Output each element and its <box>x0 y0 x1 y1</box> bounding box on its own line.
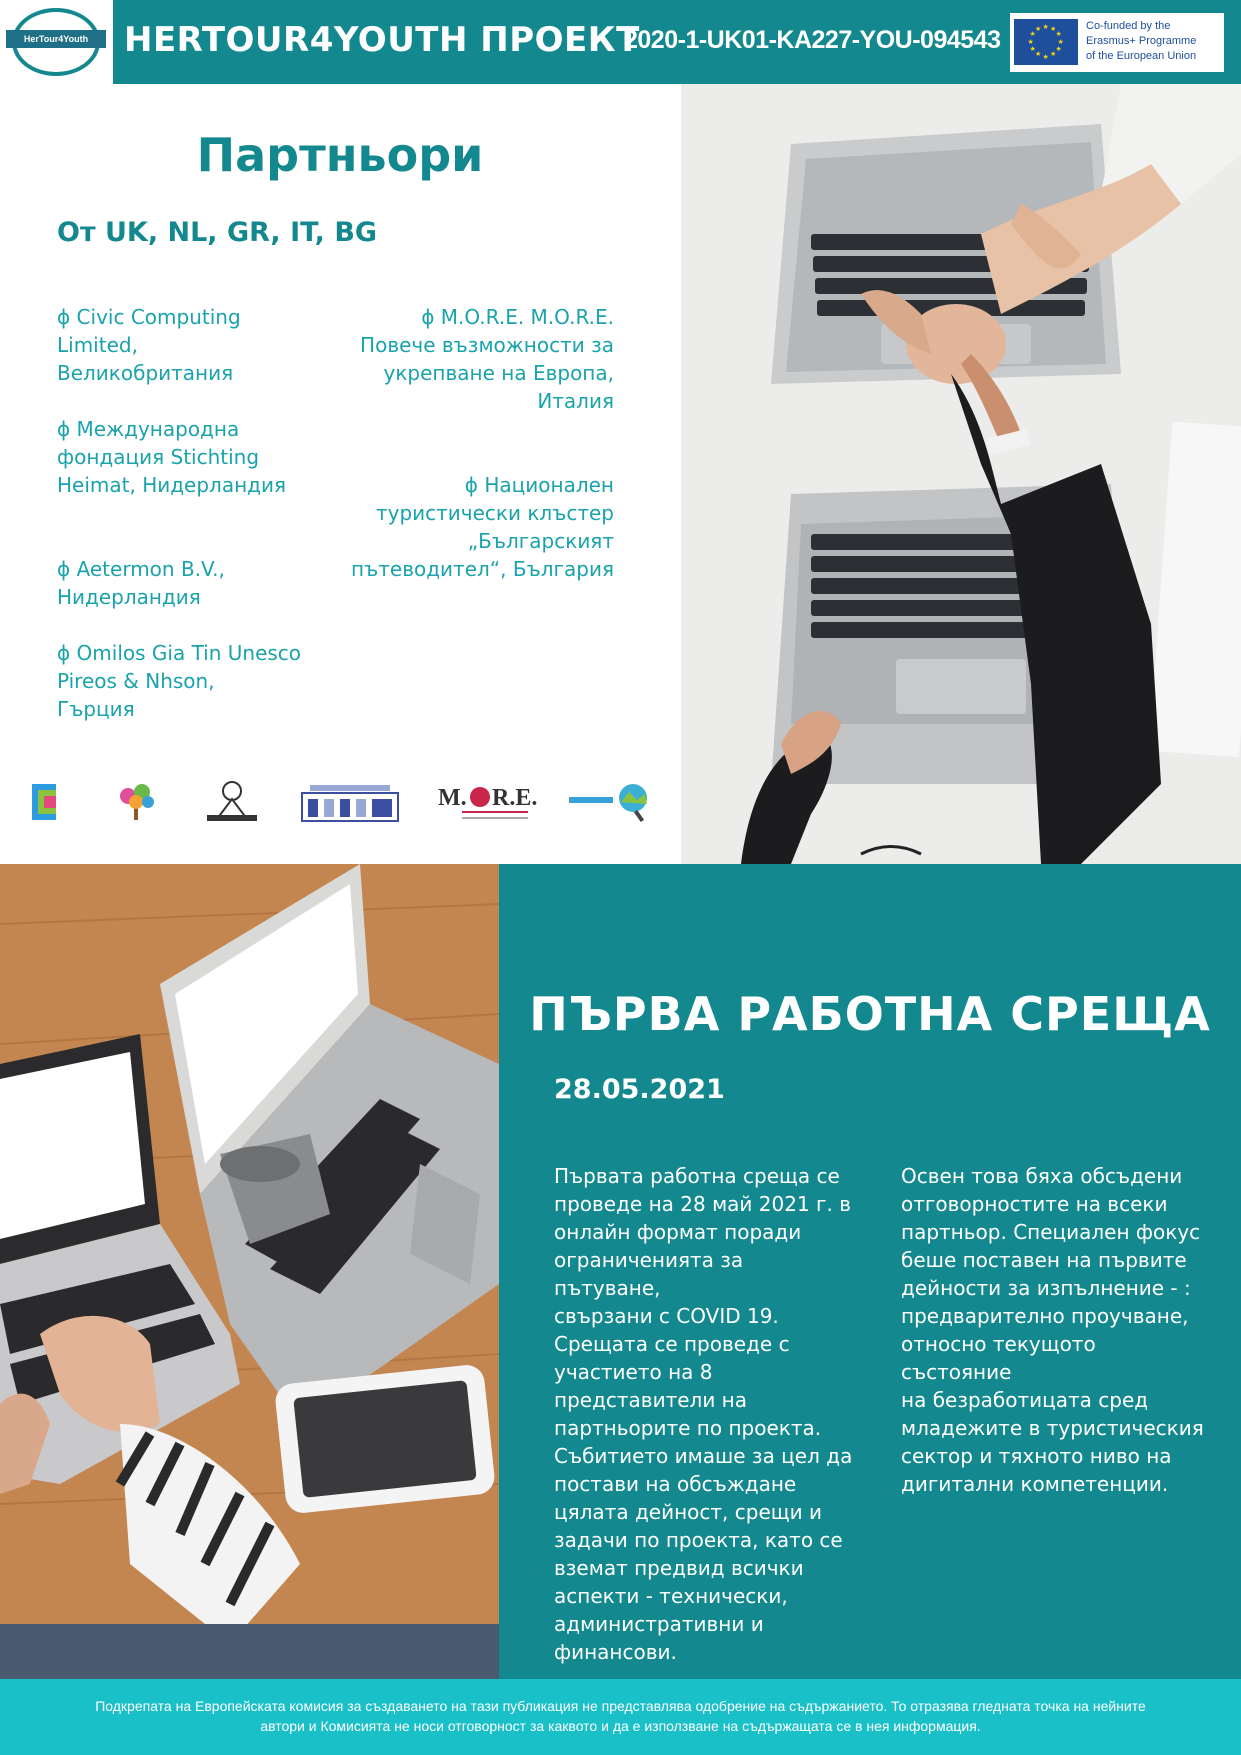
meeting-text-line: беше поставен на първите <box>901 1248 1187 1272</box>
meeting-text-line: на безработицата сред <box>901 1388 1149 1412</box>
partners-countries: От UK, NL, GR, IT, BG <box>57 217 378 248</box>
header-bar <box>0 0 1241 84</box>
disclaimer-line: автори и Комисията не носи отговорност за каквото и да е използване на съдържащата се в нея информация. <box>260 1718 981 1734</box>
handshake-photo <box>681 84 1241 864</box>
meeting-text-line: партньорите по проекта. <box>554 1416 822 1440</box>
meeting-text-line: цялата дейност, срещи и <box>554 1500 822 1524</box>
meeting-text-column-1 <box>554 1162 854 1666</box>
partner-logo-heimat <box>104 778 168 826</box>
eu-badge-line: Erasmus+ Programme <box>1086 35 1197 47</box>
eu-star-icon: ★ <box>1035 50 1042 59</box>
meeting-text-column-2 <box>901 1162 1211 1498</box>
eu-badge-line: Co-funded by the <box>1086 20 1171 32</box>
eu-star-icon: ★ <box>1042 22 1049 31</box>
eu-star-icon: ★ <box>1050 50 1057 59</box>
meeting-text-line: вземат предвид всички <box>554 1556 804 1580</box>
meeting-text-line: дигитални компетенции. <box>901 1472 1169 1496</box>
eu-star-icon: ★ <box>1035 24 1042 33</box>
eu-star-icon: ★ <box>1055 45 1062 53</box>
meeting-date: 28.05.2021 <box>554 1074 725 1105</box>
partner-item: ɸ Omilos Gia Tin Unesco Pireos & Nhson, Гърция <box>57 641 302 721</box>
partner-logo-more <box>434 778 538 826</box>
meeting-text-line: участието на 8 <box>554 1360 713 1384</box>
partners-list-right <box>340 303 614 583</box>
meeting-text-line: аспекти - технически, <box>554 1584 788 1608</box>
meeting-text-line: дейности за изпълнение - : <box>901 1276 1191 1300</box>
meeting-text-line: проведе на 28 май 2021 г. в <box>554 1192 852 1216</box>
meeting-text-line: предварително проучване, <box>901 1304 1189 1328</box>
meeting-text-line: онлайн формат поради <box>554 1220 802 1244</box>
meeting-text-line: Събитието имаше за цел да <box>554 1444 853 1468</box>
partner-item: ɸ M.O.R.E. M.O.R.E. Повече възможности за укрепване на Европа, Италия <box>360 305 614 413</box>
partner-logo-bgguide <box>566 778 652 826</box>
eu-badge-line: of the European Union <box>1086 50 1197 62</box>
meeting-text-line: младежите в туристическия <box>901 1416 1204 1440</box>
eu-star-icon: ★ <box>1029 45 1036 53</box>
meeting-text-line: относно текущото състояние <box>901 1332 1096 1384</box>
page-title: HERTOUR4YOUTH ПРОЕКТ <box>124 20 640 60</box>
meeting-text-line: партньор. Специален фокус <box>901 1220 1201 1244</box>
logo-text: HerTour4Youth <box>6 30 106 48</box>
partner-item: ɸ Aetermon B.V., Нидерландия <box>57 557 225 609</box>
eu-star-icon: ★ <box>1057 37 1064 46</box>
meeting-text-line: Първата работна среща се <box>554 1164 840 1188</box>
svg-text:R.E.: R.E. <box>492 785 538 811</box>
eu-flag-icon <box>1014 19 1078 65</box>
meeting-text-line: ограниченията за пътуване, <box>554 1248 744 1300</box>
meeting-text-line: задачи по проекта, като се <box>554 1528 843 1552</box>
meeting-text-line: постави на обсъждане <box>554 1472 797 1496</box>
meeting-text-line: свързани с COVID 19. <box>554 1304 779 1328</box>
partner-logos <box>22 778 662 828</box>
disclaimer-line: Подкрепата на Европейската комисия за създаването на тази публикация не представлява одобрение на съдържанието. То отразява гледната точка на нейните <box>95 1698 1146 1714</box>
meeting-text-line: сектор и тяхното ниво на <box>901 1444 1172 1468</box>
partner-item: ɸ Международна фондация Stichting Heimat, Нидерландия <box>57 417 287 497</box>
eu-cofunded-badge <box>1010 13 1224 72</box>
partners-list-left <box>57 303 337 723</box>
meeting-section <box>499 864 1241 1679</box>
meeting-text-line: представители на <box>554 1388 748 1412</box>
partner-item: ɸ Национален туристически клъстер „Българският пътеводител“, България <box>351 473 614 581</box>
eu-star-icon: ★ <box>1027 37 1034 46</box>
meeting-text-line: Освен това бяха обсъдени <box>901 1164 1183 1188</box>
partners-heading: Партньори <box>196 128 484 182</box>
partner-logo-civic <box>22 778 66 826</box>
meeting-text-line: финансови. <box>554 1640 677 1664</box>
meeting-text-line: отговорностите на всеки <box>901 1192 1168 1216</box>
meeting-text-line: Срещата се проведе с <box>554 1332 790 1356</box>
eu-star-icon: ★ <box>1055 30 1062 38</box>
partner-logo-unesco <box>298 778 402 826</box>
eu-star-icon: ★ <box>1029 30 1036 38</box>
partner-logo-aetermon <box>190 778 274 826</box>
desk-laptops-photo <box>0 864 499 1679</box>
project-code: 2020-1-UK01-KA227-YOU-094543 <box>624 26 1001 54</box>
svg-text:M.: M. <box>438 785 467 811</box>
meeting-text-line: административни и <box>554 1612 764 1636</box>
project-logo <box>0 0 113 84</box>
eu-star-icon: ★ <box>1050 24 1057 33</box>
disclaimer-footer <box>0 1679 1241 1755</box>
eu-star-icon: ★ <box>1042 52 1049 61</box>
partner-item: ɸ Civic Computing Limited, Великобритания <box>57 305 241 385</box>
meeting-title: ПЪРВА РАБОТНА СРЕЩА <box>529 987 1211 1041</box>
